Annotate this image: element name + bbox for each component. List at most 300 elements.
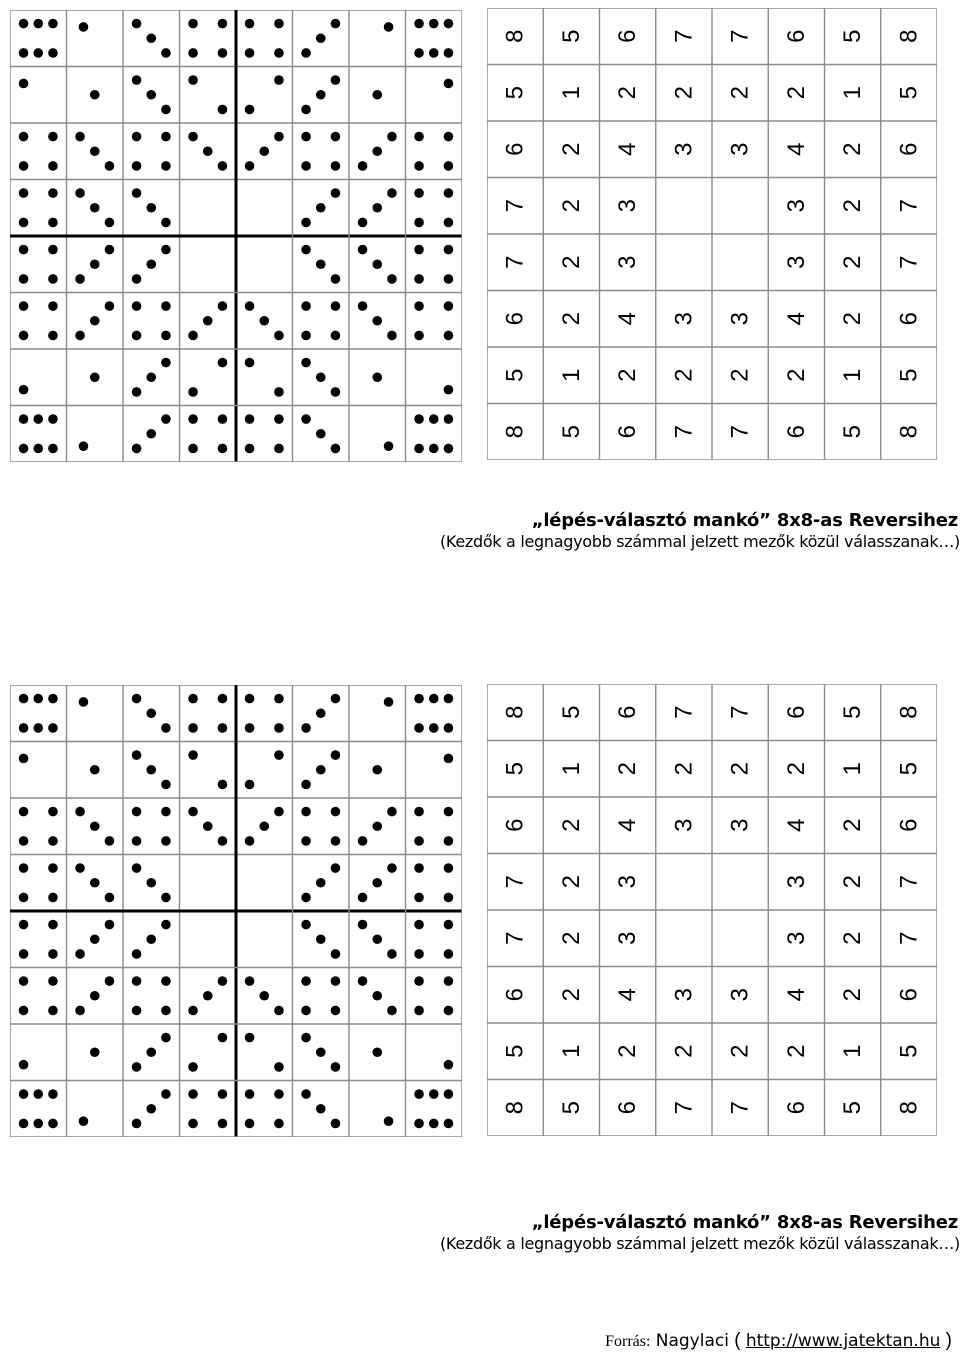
pip	[188, 694, 198, 704]
pip	[132, 949, 142, 959]
pip	[444, 1060, 454, 1070]
pip	[387, 863, 397, 873]
dot-cell	[444, 79, 454, 89]
pip	[245, 161, 255, 171]
dot-cell	[358, 245, 397, 284]
dot-cell	[188, 75, 227, 114]
pip	[372, 821, 382, 831]
pip	[245, 780, 255, 790]
pip	[245, 19, 255, 29]
pip	[331, 1119, 341, 1129]
number-cell: 4	[614, 988, 642, 1002]
number-cell: 2	[839, 312, 867, 326]
number-cell: 4	[782, 818, 810, 832]
dot-cell	[132, 1089, 171, 1128]
caption-subtitle: (Kezdők a legnagyobb számmal jelzett mezők közül válasszanak…)	[439, 532, 960, 551]
number-cell: 7	[895, 931, 923, 945]
number-cell: 2	[839, 875, 867, 889]
pip	[414, 331, 424, 341]
pip	[48, 414, 58, 424]
pip	[259, 146, 269, 156]
pip	[90, 259, 100, 269]
caption-bottom	[0, 1212, 960, 1254]
pip	[188, 19, 198, 29]
caption-top	[0, 510, 960, 552]
pip	[384, 1116, 394, 1126]
pip	[245, 976, 255, 986]
dot-cell	[301, 1033, 340, 1072]
number-cell: 2	[670, 762, 698, 776]
pip	[245, 1089, 255, 1099]
pip	[48, 694, 58, 704]
source-link[interactable]: http://www.jatektan.hu	[745, 1331, 941, 1351]
number-cell: 5	[557, 1101, 585, 1115]
pip	[331, 750, 341, 760]
number-cell: 4	[614, 142, 642, 156]
pip	[79, 697, 89, 707]
dot-cell	[19, 976, 58, 1015]
dot-cell	[245, 1033, 284, 1072]
pip	[218, 301, 228, 311]
dot-cell	[414, 414, 453, 453]
pip	[274, 387, 284, 397]
number-cell: 5	[839, 1101, 867, 1115]
dot-cell	[414, 863, 453, 902]
pip	[161, 1089, 171, 1099]
pip	[75, 132, 85, 142]
pip	[33, 48, 43, 58]
pip	[301, 245, 311, 255]
dot-cell	[245, 301, 284, 340]
number-cell: 8	[501, 1101, 529, 1115]
number-cell: 1	[839, 368, 867, 382]
pip	[218, 1033, 228, 1043]
pip	[161, 161, 171, 171]
pip	[19, 1006, 29, 1016]
pip	[188, 48, 198, 58]
number-cell: 7	[670, 425, 698, 439]
dot-cell	[301, 750, 340, 789]
number-cell: 5	[501, 86, 529, 100]
dot-cell	[372, 1047, 382, 1057]
pip	[188, 1089, 198, 1099]
pip	[19, 920, 29, 930]
pip	[161, 976, 171, 986]
dot-cell	[358, 301, 397, 340]
pip	[161, 807, 171, 817]
dot-cell	[301, 414, 340, 453]
pip	[19, 863, 29, 873]
pip	[218, 414, 228, 424]
pip	[301, 723, 311, 733]
pip	[105, 161, 115, 171]
pip	[19, 19, 29, 29]
pip	[331, 807, 341, 817]
dot-cell	[19, 188, 58, 227]
pip	[372, 146, 382, 156]
dot-cell	[384, 22, 394, 32]
dot-cell	[301, 863, 340, 902]
dot-cell	[90, 765, 100, 775]
pip	[301, 414, 311, 424]
dot-cell	[19, 863, 58, 902]
pip	[274, 414, 284, 424]
pip	[444, 863, 454, 873]
dot-cell	[301, 976, 340, 1015]
pip	[19, 245, 29, 255]
number-cell: 5	[895, 1044, 923, 1058]
number-cell: 6	[782, 425, 810, 439]
pip	[316, 708, 326, 718]
dot-cell	[414, 1089, 453, 1128]
pip	[414, 245, 424, 255]
pip	[245, 414, 255, 424]
pip	[331, 301, 341, 311]
number-cell: 8	[501, 425, 529, 439]
number-cell: 3	[726, 142, 754, 156]
number-cell: 2	[670, 86, 698, 100]
pip	[218, 1119, 228, 1129]
number-cell: 1	[557, 368, 585, 382]
pip	[105, 245, 115, 255]
number-cell: 5	[501, 368, 529, 382]
dot-cell	[414, 976, 453, 1015]
dot-cell	[132, 19, 171, 58]
dot-cell	[372, 372, 382, 382]
pip	[19, 444, 29, 454]
pip	[161, 723, 171, 733]
pip	[90, 203, 100, 213]
pip	[245, 723, 255, 733]
dot-cell	[79, 697, 89, 707]
number-cell: 6	[782, 29, 810, 43]
pip	[245, 694, 255, 704]
dot-cell	[19, 1089, 58, 1128]
pip	[331, 132, 341, 142]
pip	[19, 132, 29, 142]
dot-cell	[90, 90, 100, 100]
source-open-paren: (	[734, 1330, 741, 1351]
dot-cell	[358, 920, 397, 959]
number-cell: 6	[614, 29, 642, 43]
pip	[331, 949, 341, 959]
number-cell: 5	[501, 1044, 529, 1058]
dot-grid-bottom	[10, 685, 462, 1137]
pip	[331, 161, 341, 171]
number-cell: 3	[670, 142, 698, 156]
number-cell: 3	[614, 255, 642, 269]
pip	[444, 920, 454, 930]
pip	[75, 807, 85, 817]
dot-cell	[132, 694, 171, 733]
pip	[188, 414, 198, 424]
number-cell: 6	[501, 988, 529, 1002]
number-cell: 7	[726, 1101, 754, 1115]
pip	[372, 991, 382, 1001]
number-cell: 2	[839, 255, 867, 269]
pip	[331, 1006, 341, 1016]
pip	[188, 750, 198, 760]
pip	[161, 132, 171, 142]
pip	[48, 723, 58, 733]
pip	[414, 694, 424, 704]
pip	[316, 203, 326, 213]
number-cell: 7	[726, 705, 754, 719]
pip	[429, 1119, 439, 1129]
pip	[331, 75, 341, 85]
pip	[19, 1060, 29, 1070]
pip	[188, 723, 198, 733]
number-cell: 8	[501, 705, 529, 719]
dot-cell	[188, 750, 227, 789]
dot-cell	[75, 301, 114, 340]
pip	[414, 893, 424, 903]
pip	[316, 90, 326, 100]
pip	[274, 694, 284, 704]
pip	[316, 1104, 326, 1114]
pip	[203, 316, 213, 326]
number-cell: 7	[670, 705, 698, 719]
pip	[301, 105, 311, 115]
pip	[19, 274, 29, 284]
pip	[387, 274, 397, 284]
pip	[188, 444, 198, 454]
pip	[188, 1119, 198, 1129]
pip	[316, 934, 326, 944]
dot-cell	[19, 920, 58, 959]
number-cell: 2	[726, 368, 754, 382]
number-cell: 5	[839, 425, 867, 439]
pip	[372, 878, 382, 888]
dot-cell	[301, 358, 340, 397]
pip	[48, 19, 58, 29]
dot-cell	[79, 22, 89, 32]
pip	[132, 387, 142, 397]
pip	[444, 132, 454, 142]
pip	[188, 807, 198, 817]
pip	[132, 132, 142, 142]
pip	[414, 807, 424, 817]
pip	[146, 1104, 156, 1114]
pip	[414, 161, 424, 171]
pip	[444, 694, 454, 704]
dot-cell	[75, 132, 114, 171]
dot-cell	[245, 807, 284, 846]
dot-cell	[188, 694, 227, 733]
pip	[48, 920, 58, 930]
pip	[188, 75, 198, 85]
number-cell: 2	[557, 255, 585, 269]
dot-cell	[79, 1116, 89, 1126]
number-cell: 2	[839, 931, 867, 945]
pip	[444, 1119, 454, 1129]
pip	[301, 780, 311, 790]
number-cell: 6	[895, 312, 923, 326]
pip	[48, 893, 58, 903]
pip	[387, 132, 397, 142]
pip	[146, 429, 156, 439]
number-cell: 2	[782, 762, 810, 776]
dot-cell	[245, 414, 284, 453]
dot-cell	[444, 754, 454, 764]
dot-cell	[75, 807, 114, 846]
pip	[444, 414, 454, 424]
source-name: Nagylaci	[655, 1331, 729, 1351]
pip	[105, 893, 115, 903]
dot-cell	[414, 188, 453, 227]
pip	[372, 372, 382, 382]
dot-cell	[245, 1089, 284, 1128]
pip	[161, 836, 171, 846]
source-close-paren: )	[945, 1330, 952, 1351]
number-cell: 2	[670, 1044, 698, 1058]
pip	[301, 976, 311, 986]
number-cell: 4	[782, 142, 810, 156]
pip	[19, 976, 29, 986]
number-cell: 2	[782, 86, 810, 100]
pip	[387, 1006, 397, 1016]
caption-title: „lépés-választó mankó” 8x8-as Reversihez	[531, 510, 958, 531]
pip	[19, 893, 29, 903]
pip	[132, 274, 142, 284]
pip	[414, 444, 424, 454]
dot-cell	[245, 358, 284, 397]
pip	[372, 316, 382, 326]
number-cell: 5	[895, 762, 923, 776]
pip	[48, 836, 58, 846]
dot-cell	[188, 1033, 227, 1072]
dot-cell	[245, 75, 284, 114]
pip	[188, 1006, 198, 1016]
pip	[161, 218, 171, 228]
pip	[161, 105, 171, 115]
dot-cell	[132, 414, 171, 453]
pip	[444, 385, 454, 395]
pip	[301, 920, 311, 930]
pip	[414, 19, 424, 29]
pip	[358, 161, 368, 171]
pip	[358, 893, 368, 903]
pip	[274, 1089, 284, 1099]
number-cell: 7	[726, 29, 754, 43]
pip	[444, 976, 454, 986]
dot-cell	[19, 79, 29, 89]
dot-cell	[301, 188, 340, 227]
pip	[444, 19, 454, 29]
pip	[90, 821, 100, 831]
dot-cell	[358, 188, 397, 227]
pip	[218, 105, 228, 115]
pip	[19, 723, 29, 733]
pip	[358, 976, 368, 986]
pip	[274, 48, 284, 58]
number-cell: 7	[501, 255, 529, 269]
pip	[358, 218, 368, 228]
dot-cell	[245, 750, 284, 789]
number-cell: 6	[614, 425, 642, 439]
pip	[146, 259, 156, 269]
pip	[316, 259, 326, 269]
pip	[301, 1089, 311, 1099]
pip	[316, 33, 326, 43]
dot-cell	[301, 807, 340, 846]
dot-cell	[414, 301, 453, 340]
number-cell: 5	[895, 368, 923, 382]
number-cell: 2	[557, 142, 585, 156]
dot-cell	[301, 245, 340, 284]
dot-grid-top	[10, 10, 462, 462]
pip	[146, 934, 156, 944]
number-grid-bottom	[487, 684, 937, 1136]
pip	[132, 807, 142, 817]
pip	[218, 444, 228, 454]
pip	[146, 765, 156, 775]
pip	[358, 920, 368, 930]
dot-cell	[301, 301, 340, 340]
pip	[372, 90, 382, 100]
number-cell: 3	[782, 931, 810, 945]
dot-cell	[188, 19, 227, 58]
pip	[218, 1089, 228, 1099]
dot-cell	[132, 132, 171, 171]
dot-cell	[414, 807, 453, 846]
number-cell: 2	[839, 142, 867, 156]
pip	[161, 48, 171, 58]
pip	[274, 75, 284, 85]
pip	[245, 358, 255, 368]
pip	[444, 331, 454, 341]
pip	[90, 316, 100, 326]
pip	[316, 429, 326, 439]
pip	[203, 146, 213, 156]
pip	[414, 274, 424, 284]
number-cell: 2	[614, 1044, 642, 1058]
pip	[218, 358, 228, 368]
pip	[331, 836, 341, 846]
pip	[274, 807, 284, 817]
dot-cell	[75, 920, 114, 959]
pip	[132, 694, 142, 704]
dot-cell	[19, 301, 58, 340]
pip	[146, 372, 156, 382]
number-cell: 2	[726, 1044, 754, 1058]
pip	[48, 245, 58, 255]
number-cell: 3	[614, 199, 642, 213]
pip	[75, 863, 85, 873]
dot-cell	[19, 754, 29, 764]
pip	[384, 22, 394, 32]
pip	[429, 19, 439, 29]
pip	[387, 188, 397, 198]
number-cell: 3	[726, 818, 754, 832]
dot-cell	[132, 1033, 171, 1072]
pip	[105, 301, 115, 311]
dot-cell	[301, 132, 340, 171]
number-cell: 2	[839, 988, 867, 1002]
pip	[48, 976, 58, 986]
pip	[132, 19, 142, 29]
pip	[274, 723, 284, 733]
pip	[75, 188, 85, 198]
number-cell: 2	[614, 368, 642, 382]
dot-cell	[188, 301, 227, 340]
dot-cell	[188, 414, 227, 453]
number-cell: 6	[501, 818, 529, 832]
pip	[19, 836, 29, 846]
pip	[132, 1006, 142, 1016]
pip	[444, 949, 454, 959]
number-cell: 2	[839, 818, 867, 832]
